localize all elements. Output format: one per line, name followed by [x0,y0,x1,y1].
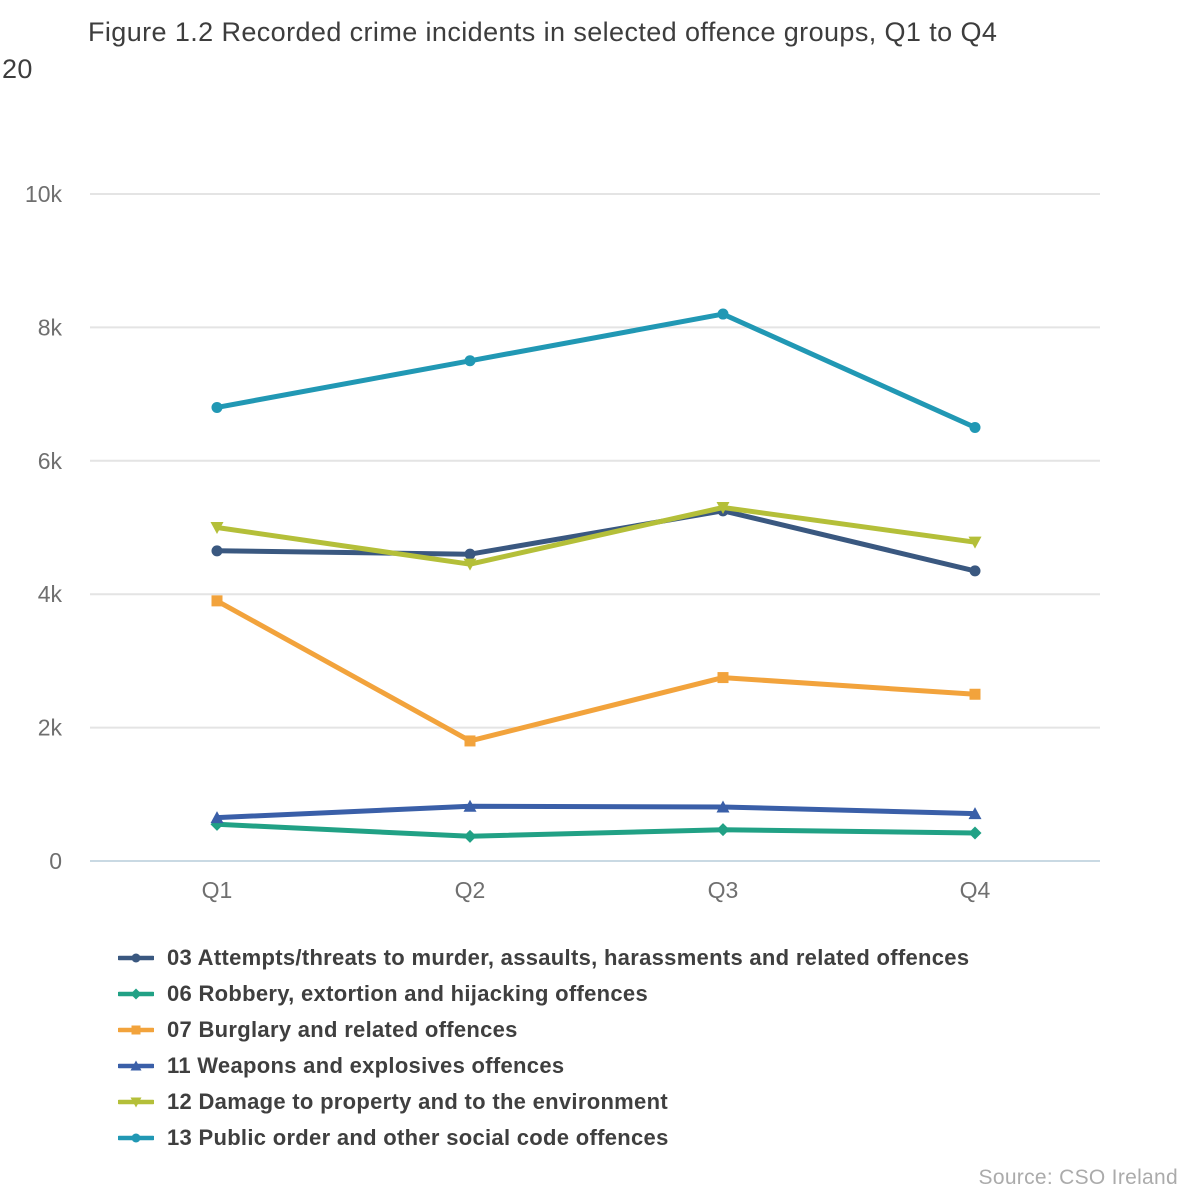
legend-item-11[interactable] [118,1054,969,1078]
legend-label-12: 12 Damage to property and to the environment [167,1089,668,1114]
y-tick-label-6k: 6k [37,447,62,474]
series-line-03[interactable] [217,511,975,571]
legend-marker-icon-03 [118,950,154,966]
y-tick-label-4k: 4k [37,581,62,608]
legend-label-11: 11 Weapons and explosives offences [167,1053,565,1078]
series-line-06[interactable] [217,824,975,836]
y-tick-label-10k: 10k [24,181,62,207]
legend-marker-icon-12 [118,1094,154,1110]
chart-legend [118,946,969,1162]
data-point-13-q2[interactable] [465,355,476,366]
legend-label-13: 13 Public order and other social code offences [167,1125,669,1150]
legend-marker-icon-13 [118,1130,154,1146]
data-point-13-q1[interactable] [212,402,223,413]
legend-item-06[interactable] [118,982,969,1006]
legend-marker-icon-11 [118,1058,154,1074]
legend-item-03[interactable] [118,946,969,970]
legend-marker-icon-06 [118,986,154,1002]
legend-shape-03 [132,954,141,963]
data-point-13-q4[interactable] [970,422,981,433]
data-point-07-q1[interactable] [212,595,223,606]
data-point-07-q4[interactable] [970,689,981,700]
data-point-06-q2[interactable] [464,830,477,843]
x-tick-label-q2: Q2 [454,877,486,903]
legend-label-06: 06 Robbery, extortion and hijacking offences [167,981,649,1006]
x-tick-label-q3: Q3 [707,877,739,903]
legend-shape-07 [132,1026,141,1035]
data-point-13-q3[interactable] [718,309,729,320]
x-tick-label-q1: Q1 [201,877,233,903]
data-point-07-q2[interactable] [465,735,476,746]
data-point-07-q3[interactable] [718,672,729,683]
data-point-06-q4[interactable] [969,826,982,839]
legend-item-12[interactable] [118,1090,969,1114]
legend-label-07: 07 Burglary and related offences [167,1017,518,1042]
chart-title-line-2: 20 [2,54,33,84]
x-tick-label-q4: Q4 [959,877,991,903]
series-line-11[interactable] [217,806,975,817]
legend-marker-icon-07 [118,1022,154,1038]
y-tick-label-0: 0 [49,848,62,874]
series-line-13[interactable] [217,314,975,427]
source-note: Source: CSO Ireland [978,1166,1178,1189]
data-point-06-q3[interactable] [717,823,730,836]
series-line-07[interactable] [217,601,975,741]
data-point-03-q4[interactable] [970,565,981,576]
data-point-03-q1[interactable] [212,545,223,556]
legend-shape-06 [131,989,142,1000]
y-tick-label-8k: 8k [37,314,62,341]
legend-shape-13 [132,1134,141,1143]
legend-item-13[interactable] [118,1126,969,1150]
chart-title-line-1: Figure 1.2 Recorded crime incidents in selected offence groups, Q1 to Q4 [88,17,998,47]
series-line-12[interactable] [217,508,975,565]
data-point-03-q2[interactable] [465,549,476,560]
legend-label-03: 03 Attempts/threats to murder, assaults, harassments and related offences [167,945,970,970]
y-tick-label-2k: 2k [37,714,62,741]
legend-item-07[interactable] [118,1018,969,1042]
